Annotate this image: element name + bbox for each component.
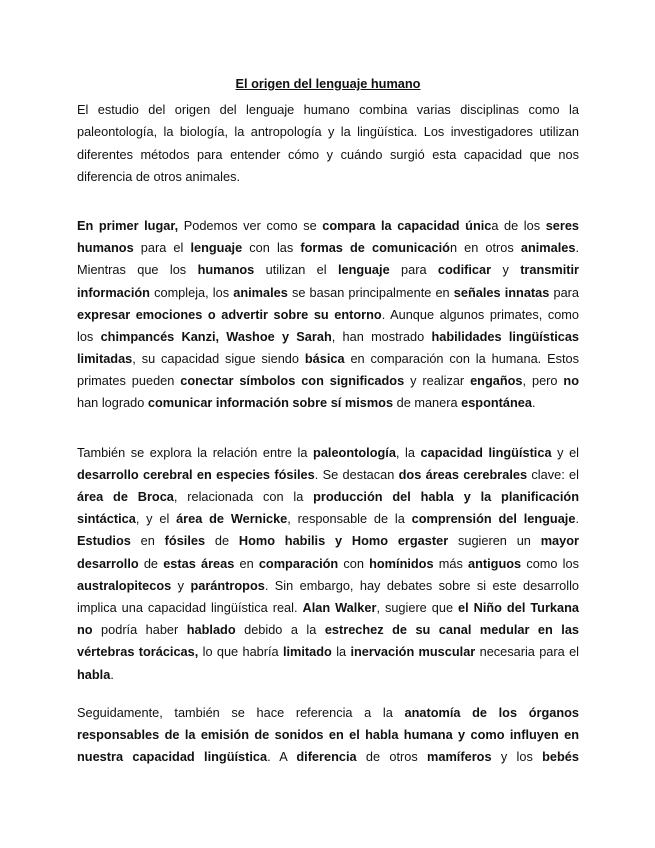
paragraph-4 bbox=[77, 702, 579, 769]
bold-text: responsables de la emisión de sonidos en el habla humana y como influyen en bbox=[77, 726, 579, 742]
bold-text: expresar emociones o advertir sobre su entorno bbox=[77, 306, 382, 322]
text-run: utilizan el bbox=[254, 262, 338, 278]
text-line bbox=[77, 553, 579, 575]
paragraphs-container bbox=[77, 99, 579, 768]
bold-text: inervación muscular bbox=[350, 644, 476, 660]
bold-text: transmitir bbox=[520, 262, 579, 278]
text-line bbox=[77, 144, 579, 166]
bold-text: señales innatas bbox=[453, 284, 550, 300]
text-run: . bbox=[531, 395, 536, 411]
text-run: . bbox=[575, 511, 579, 527]
bold-text: mamíferos bbox=[427, 749, 492, 765]
bold-text: estas áreas bbox=[163, 555, 235, 571]
text-line bbox=[77, 121, 579, 143]
text-line bbox=[77, 702, 579, 724]
text-run: . Sin embargo, hay debates sobre si este desarrollo bbox=[264, 577, 579, 593]
bold-text: compara la capacidad únic bbox=[322, 217, 492, 233]
text-run: de bbox=[138, 555, 164, 571]
bold-text: paleontología bbox=[313, 444, 396, 460]
text-run: , su capacidad sigue siendo bbox=[132, 351, 305, 367]
text-run: , la bbox=[395, 444, 421, 460]
text-run: , han mostrado bbox=[331, 328, 432, 344]
bold-text: habilidades lingüísticas bbox=[431, 328, 580, 344]
text-run: podría haber bbox=[92, 622, 187, 638]
bold-text: comparación bbox=[258, 555, 339, 571]
bold-text: vértebras torácicas, bbox=[77, 644, 199, 660]
text-run: Podemos ver como se bbox=[178, 217, 323, 233]
text-run: , y el bbox=[135, 511, 177, 527]
bold-text: limitadas bbox=[77, 351, 133, 367]
text-run: a de los bbox=[491, 217, 546, 233]
text-run: compleja, los bbox=[149, 284, 234, 300]
bold-text: dos áreas cerebrales bbox=[398, 466, 528, 482]
text-run: debido a la bbox=[235, 622, 325, 638]
bold-text: mayor bbox=[540, 533, 579, 549]
text-run: y bbox=[491, 262, 521, 278]
bold-text: diferencia bbox=[296, 749, 357, 765]
bold-text: conectar símbolos con significados bbox=[180, 373, 405, 389]
text-line bbox=[77, 486, 579, 508]
bold-text: comprensión del lenguaje bbox=[411, 511, 576, 527]
text-run: de bbox=[205, 533, 239, 549]
paragraph-1 bbox=[77, 99, 579, 188]
text-line bbox=[77, 724, 579, 746]
text-line bbox=[77, 392, 579, 414]
text-line bbox=[77, 237, 579, 259]
text-line bbox=[77, 575, 579, 597]
bold-text: área de Wernicke bbox=[176, 511, 288, 527]
text-run: n en otros bbox=[449, 240, 521, 256]
bold-text: limitado bbox=[282, 644, 332, 660]
bold-text: estrechez de su canal medular en las bbox=[324, 622, 579, 638]
text-line bbox=[77, 282, 579, 304]
text-run: y bbox=[171, 577, 191, 593]
text-run: con las bbox=[242, 240, 301, 256]
bold-text: no bbox=[77, 622, 93, 638]
text-run: Seguidamente, también se hace referencia a la bbox=[77, 704, 405, 720]
text-run: primates pueden bbox=[77, 373, 181, 389]
text-run: , responsable de la bbox=[287, 511, 412, 527]
text-line bbox=[77, 664, 579, 686]
bold-text: habla bbox=[77, 666, 111, 682]
text-run: El estudio del origen del lenguaje humano combina varias disciplinas como la bbox=[77, 102, 579, 118]
bold-text: animales bbox=[233, 284, 288, 300]
text-run: . A bbox=[267, 749, 297, 765]
bold-text: fósiles bbox=[164, 533, 206, 549]
bold-text: lenguaje bbox=[337, 262, 390, 278]
bold-text: lenguaje bbox=[190, 240, 243, 256]
text-line bbox=[77, 259, 579, 281]
text-line bbox=[77, 641, 579, 663]
text-run: lo que habría bbox=[198, 644, 283, 660]
bold-text: Estudios bbox=[77, 533, 131, 549]
text-run: de manera bbox=[393, 395, 462, 411]
text-line bbox=[77, 597, 579, 619]
bold-text: bebés bbox=[542, 749, 579, 765]
bold-text: nuestra capacidad lingüística bbox=[77, 749, 268, 765]
bold-text: área de Broca bbox=[77, 489, 174, 504]
bold-text: producción del habla y la planificación bbox=[313, 489, 579, 504]
text-run: para bbox=[389, 262, 438, 278]
paragraph-2 bbox=[77, 215, 579, 415]
text-run: diferentes métodos para entender cómo y cuándo surgió esta capacidad que nos bbox=[77, 146, 579, 162]
text-run: sugieren un bbox=[448, 533, 541, 549]
bold-text: homínidos bbox=[369, 555, 434, 571]
bold-text: chimpancés Kanzi, Washoe y Sarah bbox=[100, 328, 332, 344]
bold-text: animales bbox=[520, 240, 576, 256]
text-line bbox=[77, 166, 579, 188]
text-line bbox=[77, 99, 579, 121]
bold-text: desarrollo cerebral en especies fósiles bbox=[77, 466, 315, 482]
bold-text: información bbox=[77, 284, 150, 300]
text-run: . Se destacan bbox=[314, 466, 399, 482]
text-line bbox=[77, 348, 579, 370]
bold-text: seres bbox=[545, 217, 580, 233]
document-title: El origen del lenguaje humano bbox=[235, 76, 421, 91]
text-run: paleontología, la biología, la antropología y la lingüística. Los investigadores utilizan bbox=[77, 124, 579, 140]
text-run: para el bbox=[133, 240, 191, 256]
text-run: , sugiere que bbox=[376, 599, 459, 615]
bold-text: Homo habilis y Homo ergaster bbox=[238, 533, 449, 549]
text-run: en bbox=[234, 555, 259, 571]
text-run: y realizar bbox=[404, 373, 471, 389]
text-run: han logrado bbox=[77, 395, 148, 411]
document-body bbox=[77, 73, 579, 768]
text-run: implica una capacidad lingüística real. bbox=[77, 599, 303, 615]
text-run: . Aunque algunos primates, como bbox=[381, 306, 580, 322]
text-run: para bbox=[549, 284, 579, 300]
text-run: los bbox=[77, 328, 101, 344]
bold-text: comunicar información sobre sí mismos bbox=[147, 395, 394, 411]
text-run: y el bbox=[551, 444, 579, 460]
text-line bbox=[77, 619, 579, 641]
text-run: la bbox=[331, 644, 351, 660]
bold-text: parántropos bbox=[190, 577, 265, 593]
bold-text: capacidad lingüística bbox=[420, 444, 552, 460]
bold-text: engaños bbox=[470, 373, 523, 389]
text-run: . bbox=[575, 240, 580, 256]
bold-text: el Niño del Turkana bbox=[458, 599, 579, 615]
bold-text: sintáctica bbox=[77, 511, 136, 527]
bold-text: humanos bbox=[197, 262, 255, 278]
bold-text: En primer lugar, bbox=[77, 217, 179, 233]
text-run: , pero bbox=[522, 373, 564, 389]
text-line bbox=[77, 442, 579, 464]
bold-text: Alan Walker bbox=[302, 599, 377, 615]
bold-text: codificar bbox=[437, 262, 492, 278]
text-run: más bbox=[433, 555, 469, 571]
bold-text: hablado bbox=[186, 622, 236, 638]
text-run: . bbox=[110, 666, 114, 682]
text-line bbox=[77, 746, 579, 768]
bold-text: básica bbox=[304, 351, 345, 367]
text-run: clave: el bbox=[527, 466, 579, 482]
bold-text: australopitecos bbox=[77, 577, 172, 593]
bold-text: anatomía de los órganos bbox=[404, 704, 579, 720]
text-run: se basan principalmente en bbox=[287, 284, 454, 300]
text-run: diferencia de otros animales. bbox=[77, 168, 241, 184]
bold-text: formas de comunicació bbox=[300, 240, 450, 256]
text-line bbox=[77, 508, 579, 530]
text-run: como los bbox=[521, 555, 579, 571]
text-line bbox=[77, 326, 579, 348]
text-run: y los bbox=[491, 749, 543, 765]
text-line bbox=[77, 464, 579, 486]
text-line bbox=[77, 215, 579, 237]
bold-text: no bbox=[563, 373, 579, 389]
bold-text: espontánea bbox=[461, 395, 532, 411]
text-run: en bbox=[130, 533, 165, 549]
bold-text: desarrollo bbox=[77, 555, 139, 571]
text-run: necesaria para el bbox=[475, 644, 579, 660]
text-run: en comparación con la humana. Estos bbox=[344, 351, 579, 367]
bold-text: humanos bbox=[77, 240, 134, 256]
paragraph-3 bbox=[77, 442, 579, 686]
text-line bbox=[77, 530, 579, 552]
text-line bbox=[77, 370, 579, 392]
bold-text: antiguos bbox=[468, 555, 522, 571]
text-run: con bbox=[338, 555, 370, 571]
text-run: , relacionada con la bbox=[173, 489, 314, 504]
text-run: También se explora la relación entre la bbox=[77, 444, 314, 460]
text-run: Mientras que los bbox=[77, 262, 198, 278]
text-line bbox=[77, 304, 579, 326]
text-run: de otros bbox=[356, 749, 428, 765]
